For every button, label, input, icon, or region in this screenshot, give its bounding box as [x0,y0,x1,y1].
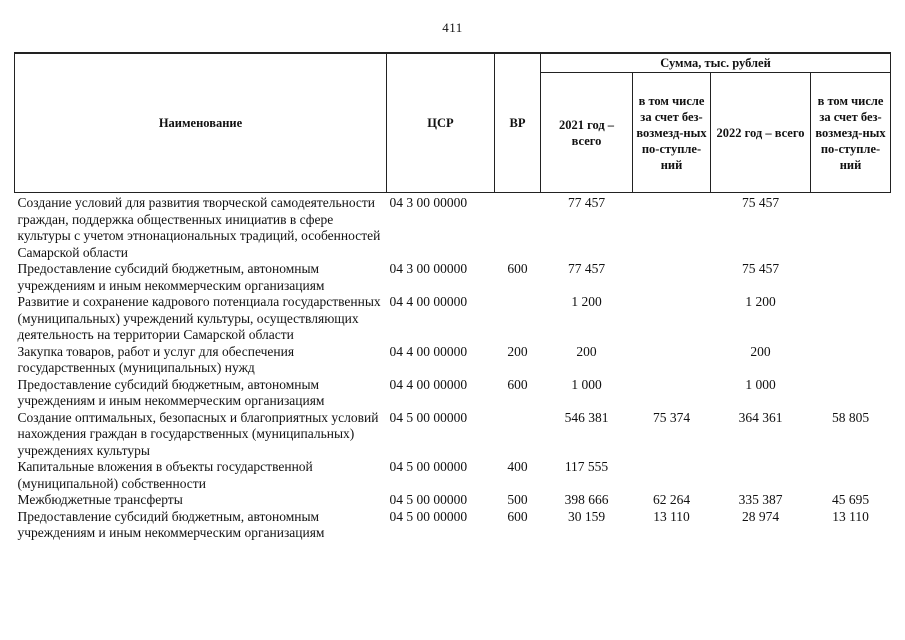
header-sum-group: Сумма, тыс. рублей [541,53,891,73]
row-2021-total: 77 457 [567,195,606,210]
row-vr: 600 [507,376,528,392]
table-row [15,509,891,542]
header-2022-gratuitous: в том числе за счет без-возмезд-ных по-ступле-ний [811,73,891,193]
row-vr [495,410,541,460]
row-2022-gratuitous [811,344,891,377]
row-csr: 04 5 00 00000 [389,409,468,425]
row-2022-gratuitous [811,261,891,294]
row-csr: 04 4 00 00000 [389,343,468,359]
row-2022-total: 75 457 [741,261,780,276]
row-name: Предоставление субсидий бюджетным, автономным учреждениям и иным некоммерческим организациям [17,508,325,540]
row-2022-gratuitous [811,377,891,410]
row-2021-total: 30 159 [567,508,606,524]
page-number: 411 [442,20,463,35]
row-name: Предоставление субсидий бюджетным, автономным учреждениям и иным некоммерческим организациям [17,261,325,293]
row-name: Межбюджетные трансферты [17,492,183,507]
row-2022-gratuitous [811,193,891,262]
header-2022-total: 2022 год – всего [711,73,811,193]
row-vr [495,294,541,344]
row-csr: 04 5 00 00000 [389,508,468,524]
row-2021-gratuitous: 13 110 [653,508,690,524]
row-2022-total [711,459,811,492]
row-csr: 04 4 00 00000 [389,376,468,392]
header-vr: ВР [495,53,541,193]
table-row [15,294,891,344]
row-name: Капитальные вложения в объекты государственной (муниципальной) собственности [17,459,313,491]
row-name: Создание оптимальных, безопасных и благоприятных условий нахождения граждан в государственных (муниципальных) учреждениях культуры [17,409,379,458]
row-name: Закупка товаров, работ и услуг для обеспечения государственных (муниципальных) нужд [17,343,295,375]
row-2021-gratuitous: 62 264 [652,492,691,507]
row-vr: 500 [507,492,528,507]
row-2022-total: 1 000 [745,376,776,392]
table-row [15,261,891,294]
row-csr: 04 5 00 00000 [389,459,468,474]
table-row [15,410,891,460]
row-2022-gratuitous: 58 805 [831,409,870,425]
row-2021-total: 398 666 [564,492,609,507]
row-2021-gratuitous [633,261,711,294]
row-2021-total: 1 200 [571,294,602,309]
row-2021-gratuitous [633,344,711,377]
row-name: Развитие и сохранение кадрового потенциала государственных (муниципальных) учреждений культуры, осуществляющих деятельность на территории Самарской области [17,294,381,342]
row-2021-total: 546 381 [564,409,609,425]
row-name: Предоставление субсидий бюджетным, автономным учреждениям и иным некоммерческим организациям [17,376,325,408]
row-vr: 600 [507,261,528,276]
row-2021-gratuitous [633,377,711,410]
row-2022-gratuitous [811,294,891,344]
table-row [15,377,891,410]
header-csr: ЦСР [387,53,495,193]
row-csr: 04 4 00 00000 [389,294,468,309]
row-2021-total: 77 457 [567,261,606,276]
row-2021-gratuitous [633,193,711,262]
row-name: Создание условий для развития творческой самодеятельности граждан, поддержка общественных инициатив в сфере культуры с учетом этнонациональных традиций, особенностей Самарской области [17,195,381,260]
row-2022-gratuitous: 45 695 [831,492,870,507]
row-2022-total: 28 974 [741,508,780,524]
row-csr: 04 5 00 00000 [389,492,468,507]
table-row [15,492,891,509]
row-2021-total: 1 000 [571,376,602,392]
row-2022-total: 75 457 [741,195,780,210]
row-2021-total: 117 555 [564,459,609,474]
row-2022-gratuitous: 13 110 [832,508,869,524]
table-row [15,193,891,262]
table-row [15,459,891,492]
row-2022-total: 335 387 [738,492,783,507]
row-2021-gratuitous [633,294,711,344]
row-vr: 200 [507,343,528,359]
header-2021-total: 2021 год – всего [541,73,633,193]
row-vr: 400 [507,459,528,474]
budget-table [14,52,891,542]
table-row [15,344,891,377]
row-csr: 04 3 00 00000 [389,261,468,276]
row-2022-gratuitous [811,459,891,492]
row-vr: 600 [507,508,528,524]
row-2021-gratuitous [633,459,711,492]
header-2021-gratuitous: в том числе за счет без-возмезд-ных по-ступле-ний [633,73,711,193]
header-name: Наименование [15,53,387,193]
table-header [15,53,891,193]
row-2022-total: 200 [750,343,771,359]
row-2021-total: 200 [576,343,597,359]
row-2022-total: 1 200 [745,294,776,309]
row-vr [495,193,541,262]
row-2022-total: 364 361 [738,409,783,425]
row-2021-gratuitous: 75 374 [652,409,691,425]
row-csr: 04 3 00 00000 [389,195,468,210]
